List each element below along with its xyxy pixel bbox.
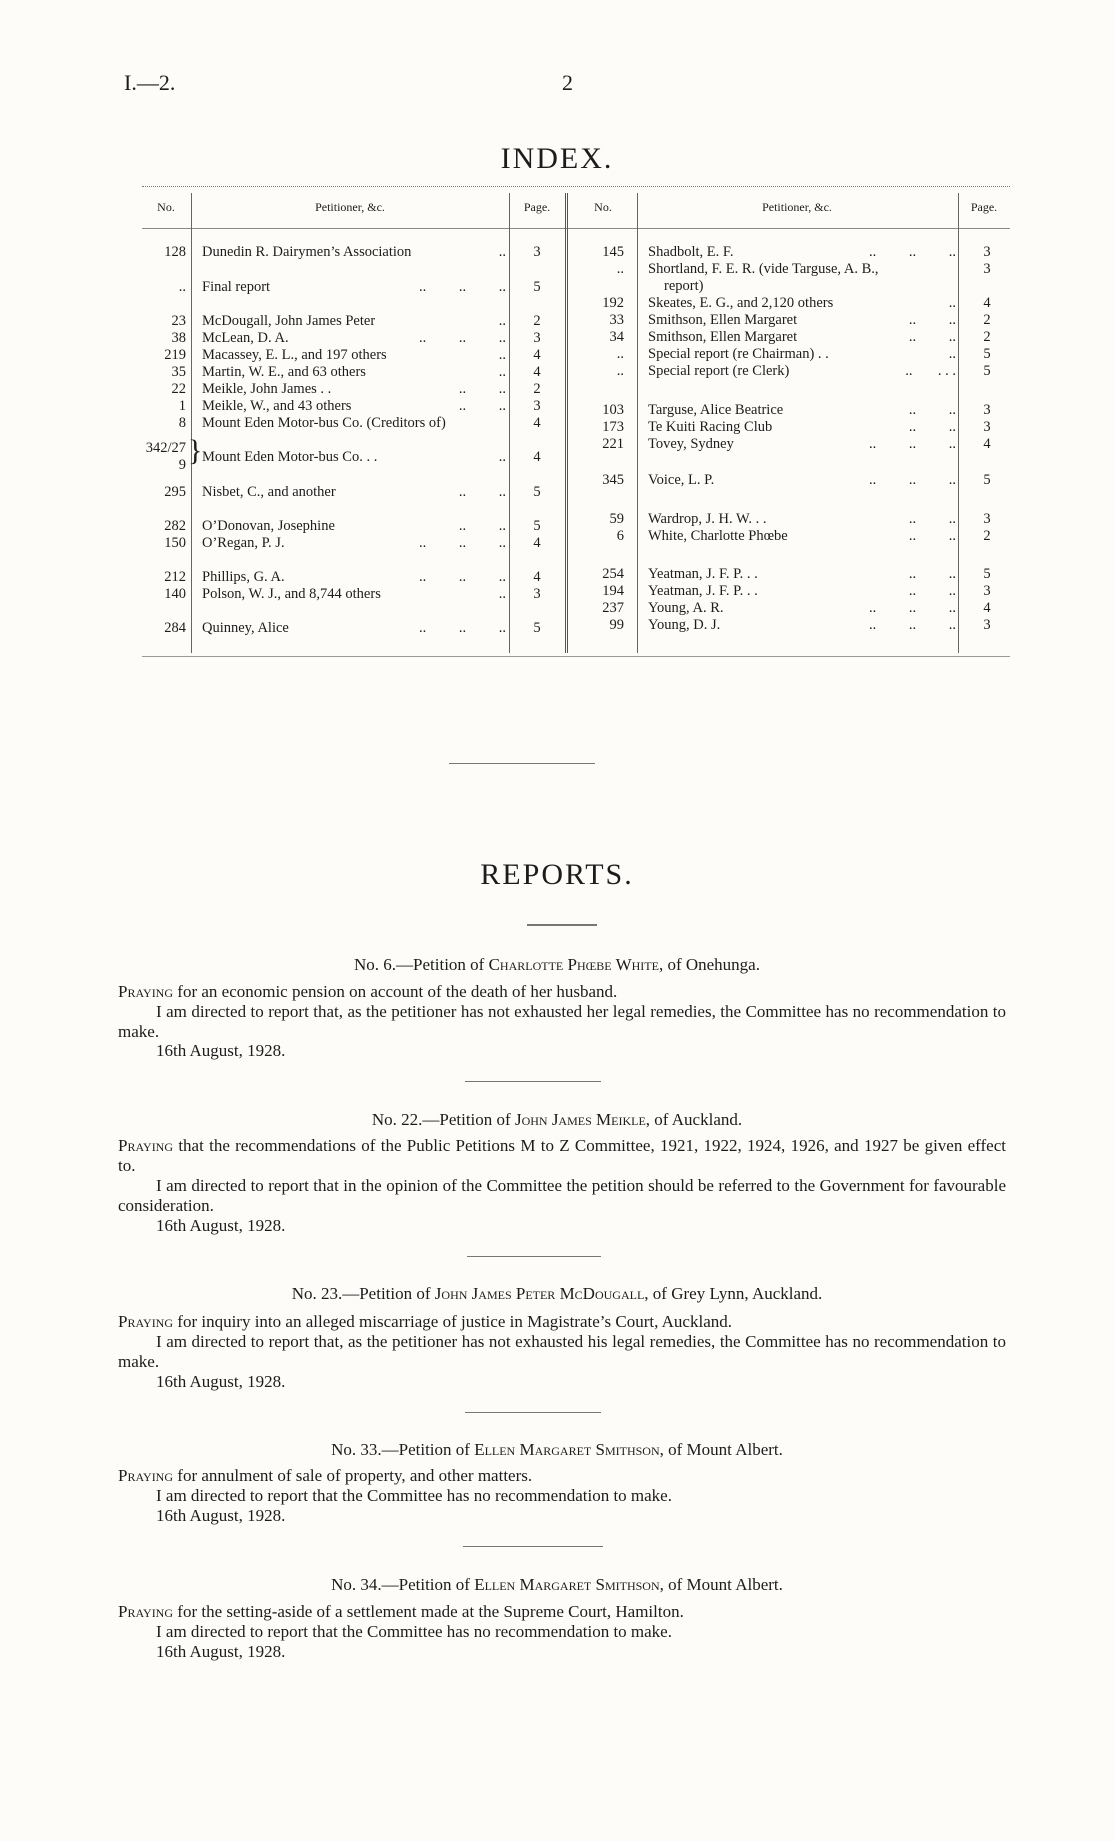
leader-dots: .. .. .. — [869, 617, 956, 633]
index-title: INDEX. — [500, 142, 614, 175]
index-row-name: Yeatman, J. F. P. . . — [648, 583, 758, 599]
table-header-rule — [142, 228, 1010, 229]
index-row-page: 2 — [983, 312, 991, 328]
reports-title: REPORTS. — [480, 858, 634, 891]
index-row-name: Meikle, John James . . — [202, 381, 332, 397]
index-row-name: Smithson, Ellen Margaret — [648, 329, 798, 345]
index-row-page: 3 — [533, 586, 541, 602]
index-row-page: 3 — [533, 398, 541, 414]
index-row-page: 3 — [533, 244, 541, 260]
leader-dots: .. .. — [458, 398, 506, 414]
leader-dots: .. — [498, 313, 506, 329]
report-date: 16th August, 1928. — [156, 1216, 286, 1235]
petition-heading: No. 33.—Petition of Ellen Margaret Smithson, of Mount Albert. — [331, 1440, 783, 1459]
index-row-name: Te Kuiti Racing Club — [648, 419, 773, 435]
header-petitioner-right: Petitioner, &c. — [762, 200, 832, 214]
index-row-number: 34 — [609, 329, 624, 345]
index-row-page: 5 — [983, 566, 991, 582]
index-row-name: Tovey, Sydney — [648, 436, 734, 452]
index-row-number: .. — [616, 261, 624, 277]
header-petitioner-left: Petitioner, &c. — [315, 200, 385, 214]
petition-heading: No. 23.—Petition of John James Peter McDougall, of Grey Lynn, Auckland. — [291, 1284, 823, 1303]
index-row-name: Young, A. R. — [648, 600, 724, 616]
petition-heading: No. 34.—Petition of Ellen Margaret Smithson, of Mount Albert. — [331, 1575, 783, 1594]
index-row-number: 295 — [164, 484, 186, 500]
index-row-name: Phillips, G. A. — [202, 569, 285, 585]
column-divider — [958, 193, 959, 653]
leader-dots: .. — [498, 364, 506, 380]
leader-dots: .. .. — [908, 528, 956, 544]
index-row-number: 103 — [602, 402, 624, 418]
column-divider — [509, 193, 510, 653]
index-row-number: 6 — [616, 528, 624, 544]
leader-dots: .. .. .. — [419, 279, 506, 295]
column-divider — [637, 193, 638, 653]
index-row-name: Wardrop, J. H. W. . . — [648, 511, 767, 527]
index-row-name: Targuse, Alice Beatrice — [648, 402, 784, 418]
index-row-number: 219 — [164, 347, 186, 363]
report-paragraph: I am directed to report that, as the petitioner has not exhausted her legal remedies, the Committee has no recommendation to make. — [118, 1002, 1006, 1041]
index-row-number: 22 — [171, 381, 186, 397]
index-row-number: .. — [178, 279, 186, 295]
report-paragraph: I am directed to report that, as the petitioner has not exhausted his legal remedies, the Committee has no recommendation to make. — [118, 1332, 1006, 1371]
index-row-number: 342/27 — [145, 440, 186, 456]
index-row-number: 221 — [602, 436, 624, 452]
index-row-number-secondary: 9 — [178, 457, 186, 473]
index-row-name: Skeates, E. G., and 2,120 others — [648, 295, 834, 311]
praying-paragraph: Praying for inquiry into an alleged miscarriage of justice in Magistrate’s Court, Auckland. — [118, 1312, 732, 1331]
index-row-name: Voice, L. P. — [648, 472, 715, 488]
index-row-page: 2 — [533, 313, 541, 329]
index-row-name: Meikle, W., and 43 others — [202, 398, 352, 414]
index-row-number: 254 — [602, 566, 624, 582]
index-row-page: 4 — [983, 436, 991, 452]
index-row-name: O’Regan, P. J. — [202, 535, 285, 551]
index-row-name: Martin, W. E., and 63 others — [202, 364, 366, 380]
index-row-name: White, Charlotte Phœbe — [648, 528, 788, 544]
leader-dots: .. — [498, 586, 506, 602]
index-row-number: 99 — [609, 617, 624, 633]
column-divider — [191, 193, 192, 653]
petition-heading: No. 22.—Petition of John James Meikle, of Auckland. — [371, 1110, 743, 1129]
index-row-number: 237 — [602, 600, 624, 616]
index-row-name: Shortland, F. E. R. (vide Targuse, A. B., — [648, 261, 879, 277]
report-date: 16th August, 1928. — [156, 1041, 286, 1060]
index-row-page: 3 — [983, 617, 991, 633]
report-date: 16th August, 1928. — [156, 1372, 286, 1391]
index-row-name: Polson, W. J., and 8,744 others — [202, 586, 381, 602]
index-row-page: 5 — [983, 346, 991, 362]
document-reference: I.—2. — [124, 70, 176, 95]
index-row-page: 4 — [533, 535, 541, 551]
title-underline — [527, 924, 597, 926]
index-row-name: McDougall, John James Peter — [202, 313, 376, 329]
brace-glyph: } — [188, 434, 203, 467]
index-row-name: O’Donovan, Josephine — [202, 518, 335, 534]
report-date: 16th August, 1928. — [156, 1506, 286, 1525]
page-number: 2 — [562, 70, 573, 95]
index-row-name: Yeatman, J. F. P. . . — [648, 566, 758, 582]
index-row-name: Shadbolt, E. F. — [648, 244, 734, 260]
leader-dots: .. — [948, 295, 956, 311]
table-top-rule — [142, 186, 1010, 187]
index-row-number: .. — [616, 363, 624, 379]
index-row-page: 4 — [533, 364, 541, 380]
leader-dots: .. .. — [908, 511, 956, 527]
leader-dots: .. .. — [458, 518, 506, 534]
leader-dots: .. — [498, 347, 506, 363]
index-row-name: Mount Eden Motor-bus Co. (Creditors of) — [202, 415, 446, 431]
index-row-page: 5 — [533, 518, 541, 534]
header-page-right: Page. — [970, 200, 998, 214]
index-row-number: 150 — [164, 535, 186, 551]
index-row-number: 173 — [602, 419, 624, 435]
index-row-name: Smithson, Ellen Margaret — [648, 312, 798, 328]
index-row-name: Final report — [202, 279, 271, 295]
leader-dots: .. . . . — [905, 363, 956, 379]
index-row-number: 8 — [178, 415, 186, 431]
index-row-name: Quinney, Alice — [202, 620, 289, 636]
index-row-number: 194 — [602, 583, 624, 599]
index-row-number: 33 — [609, 312, 624, 328]
leader-dots: .. .. .. — [869, 244, 956, 260]
index-row-number: 38 — [171, 330, 186, 346]
index-row-number: 282 — [164, 518, 186, 534]
index-row-page: 3 — [983, 402, 991, 418]
leader-dots: .. .. .. — [869, 600, 956, 616]
index-row-page: 5 — [533, 279, 541, 295]
index-row-name: Special report (re Clerk) — [648, 363, 790, 379]
leader-dots: .. .. .. — [869, 472, 956, 488]
index-row-page: 4 — [983, 295, 991, 311]
index-row-name: Macassey, E. L., and 197 others — [202, 347, 387, 363]
leader-dots: .. — [498, 449, 506, 465]
index-row-name-continued: report) — [664, 278, 704, 294]
section-rule — [465, 1412, 601, 1413]
index-row-name: McLean, D. A. — [202, 330, 289, 346]
report-paragraph: I am directed to report that the Committee has no recommendation to make. — [156, 1622, 672, 1641]
index-row-page: 3 — [983, 583, 991, 599]
index-row-page: 5 — [533, 484, 541, 500]
header-page-left: Page. — [523, 200, 551, 214]
section-rule — [467, 1256, 601, 1257]
index-row-number: 128 — [164, 244, 186, 260]
index-row-number: 284 — [164, 620, 186, 636]
center-double-divider — [565, 193, 568, 653]
header-no-left: No. — [157, 200, 175, 214]
report-paragraph: I am directed to report that in the opinion of the Committee the petition should be referred to the Government for favourable consideration. — [118, 1176, 1006, 1215]
index-row-number: 212 — [164, 569, 186, 585]
section-rule — [449, 763, 595, 764]
section-rule — [463, 1546, 603, 1547]
leader-dots: .. .. — [458, 381, 506, 397]
index-row-page: 5 — [983, 363, 991, 379]
index-row-page: 2 — [983, 528, 991, 544]
index-row-number: 1 — [178, 398, 186, 414]
index-row-page: 3 — [983, 511, 991, 527]
leader-dots: .. .. .. — [419, 569, 506, 585]
petition-heading: No. 6.—Petition of Charlotte Phœbe White, of Onehunga. — [354, 955, 760, 974]
index-row-page: 4 — [533, 347, 541, 363]
index-row-number: 35 — [171, 364, 186, 380]
leader-dots: .. .. — [908, 566, 956, 582]
leader-dots: .. — [498, 244, 506, 260]
index-row-number: 192 — [602, 295, 624, 311]
leader-dots: .. — [948, 346, 956, 362]
table-bottom-rule — [142, 656, 1010, 657]
leader-dots: .. .. — [908, 329, 956, 345]
index-row-page: 3 — [983, 419, 991, 435]
leader-dots: .. .. .. — [419, 620, 506, 636]
praying-paragraph: Praying for the setting-aside of a settlement made at the Supreme Court, Hamilton. — [118, 1602, 684, 1621]
index-row-number: 345 — [602, 472, 624, 488]
report-date: 16th August, 1928. — [156, 1642, 286, 1661]
index-row-number: 59 — [609, 511, 624, 527]
index-row-name: Mount Eden Motor-bus Co. . . — [202, 449, 378, 465]
header-no-right: No. — [594, 200, 612, 214]
index-row-name: Dunedin R. Dairymen’s Association — [202, 244, 412, 260]
index-row-name: Young, D. J. — [648, 617, 721, 633]
index-row-page: 5 — [533, 620, 541, 636]
index-row-page: 2 — [533, 381, 541, 397]
index-row-page: 3 — [533, 330, 541, 346]
leader-dots: .. .. .. — [419, 535, 506, 551]
index-row-page: 5 — [983, 472, 991, 488]
praying-paragraph: Praying that the recommendations of the Public Petitions M to Z Committee, 1921, 1922, 1924, 1926, and 1927 be given effect to. — [118, 1136, 1006, 1175]
leader-dots: .. .. — [908, 419, 956, 435]
index-row-name: Special report (re Chairman) . . — [648, 346, 829, 362]
leader-dots: .. .. .. — [869, 436, 956, 452]
praying-paragraph: Praying for annulment of sale of property, and other matters. — [118, 1466, 533, 1485]
index-row-number: 145 — [602, 244, 624, 260]
section-rule — [465, 1081, 601, 1082]
index-row-page: 2 — [983, 329, 991, 345]
leader-dots: .. .. — [908, 312, 956, 328]
index-row-number: 140 — [164, 586, 186, 602]
index-row-name: Nisbet, C., and another — [202, 484, 336, 500]
index-row-page: 4 — [533, 449, 541, 465]
index-row-page: 3 — [983, 261, 991, 277]
index-row-number: 23 — [171, 313, 186, 329]
index-row-page: 3 — [983, 244, 991, 260]
leader-dots: .. .. .. — [419, 330, 506, 346]
index-row-page: 4 — [533, 569, 541, 585]
index-row-page: 4 — [983, 600, 991, 616]
report-paragraph: I am directed to report that the Committee has no recommendation to make. — [156, 1486, 672, 1505]
index-row-page: 4 — [533, 415, 541, 431]
praying-paragraph: Praying for an economic pension on account of the death of her husband. — [118, 982, 618, 1001]
leader-dots: .. .. — [908, 583, 956, 599]
index-row-number: .. — [616, 346, 624, 362]
leader-dots: .. .. — [458, 484, 506, 500]
leader-dots: .. .. — [908, 402, 956, 418]
